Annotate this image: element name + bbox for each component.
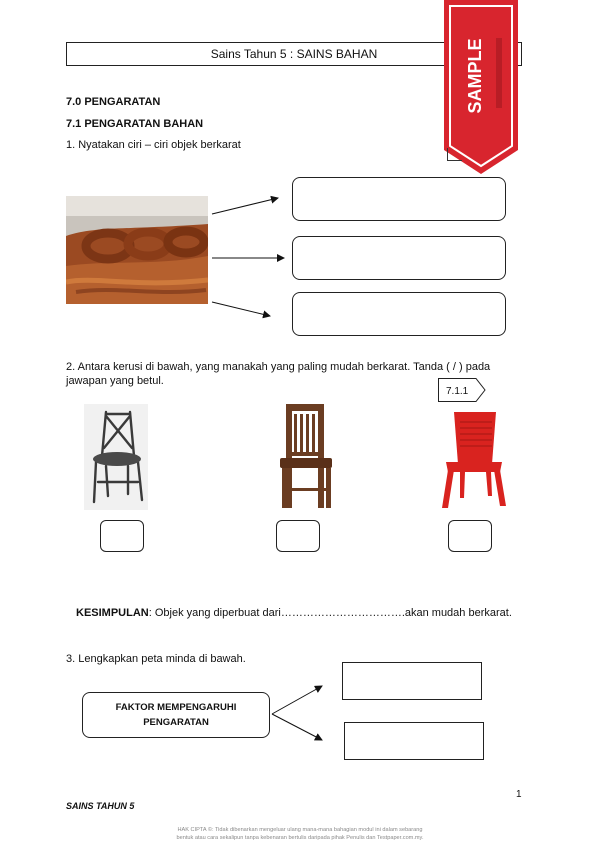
answer-box-1[interactable] <box>292 177 506 221</box>
sample-stamp-text: SAMPLE <box>465 38 485 114</box>
page-number: 1 <box>516 789 522 800</box>
conclusion-row <box>76 606 512 620</box>
ribbon-stripe <box>496 38 502 108</box>
worksheet-title: Sains Tahun 5 : SAINS BAHAN <box>210 47 378 61</box>
tag-corner-mark <box>447 148 462 161</box>
factor-line-2: PENGARATAN <box>143 717 209 728</box>
tag-text: 7.1.1 <box>446 386 469 397</box>
checkbox-plastic-chair[interactable] <box>448 520 492 552</box>
copyright-line-1: HAK CIPTA ©: Tidak dibenarkan mengeluar ulang mana-mana bahagian modul ini dalam sebarang <box>177 827 423 833</box>
footer-subject: SAINS TAHUN 5 <box>66 801 135 811</box>
subchapter-heading: 7.1 PENGARATAN BAHAN <box>66 118 204 130</box>
mind-map-answer-box-1[interactable] <box>342 662 482 700</box>
metal-chair-image <box>84 404 148 510</box>
question-1-arrows <box>206 186 298 326</box>
answer-box-3[interactable] <box>292 292 506 336</box>
question-2-line-2: jawapan yang betul. <box>66 375 164 387</box>
learning-standard-tag <box>438 378 486 402</box>
factor-line-1: FAKTOR MEMPENGARUHI <box>115 702 237 713</box>
chapter-heading: 7.0 PENGARATAN <box>66 96 161 108</box>
answer-box-2[interactable] <box>292 236 506 280</box>
conclusion-label: KESIMPULAN <box>76 607 149 619</box>
copyright-notice <box>130 826 470 842</box>
question-2-line-1: 2. Antara kerusi di bawah, yang manakah yang paling mudah berkarat. Tanda ( / ) pada <box>66 361 491 373</box>
checkbox-metal-chair[interactable] <box>100 520 144 552</box>
rusty-chain-image <box>66 196 208 304</box>
mind-map-arrows <box>268 678 330 748</box>
wooden-chair-image <box>274 402 338 510</box>
mind-map-answer-box-2[interactable] <box>344 722 484 760</box>
question-1-text: 1. Nyatakan ciri – ciri objek berkarat <box>66 139 241 151</box>
mind-map-center-box <box>82 692 270 738</box>
conclusion-text: : Objek yang diperbuat dari…………………………….akan mudah berkarat. <box>148 607 512 619</box>
question-3-text: 3. Lengkapkan peta minda di bawah. <box>66 653 246 665</box>
checkbox-wooden-chair[interactable] <box>276 520 320 552</box>
copyright-line-2: bentuk atau cara sekalipun tanpa kebenaran bertulis daripada pihak Penulis dan Testpaper.com.my. <box>176 835 424 841</box>
plastic-chair-image <box>438 410 510 510</box>
